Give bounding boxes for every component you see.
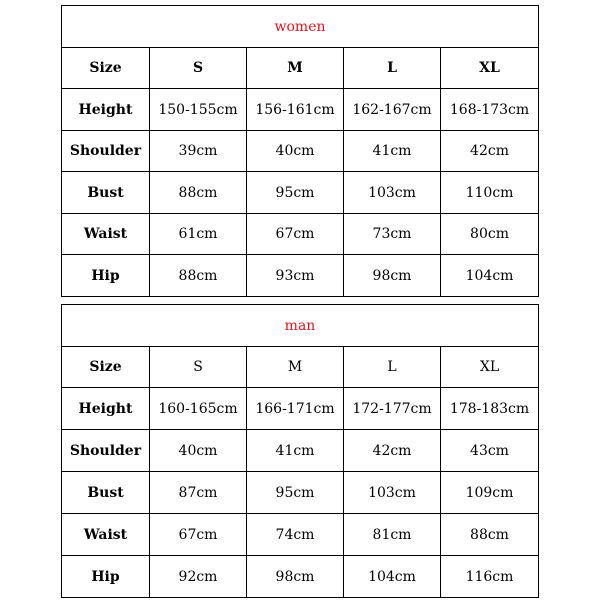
header-l: L	[344, 347, 441, 388]
table-cell: 110cm	[441, 172, 539, 214]
table-cell: 41cm	[344, 131, 441, 172]
table-cell: 160-165cm	[150, 388, 247, 430]
header-l: L	[344, 48, 441, 89]
table-cell: 88cm	[441, 514, 539, 556]
table-row	[62, 214, 539, 255]
table-row	[62, 131, 539, 172]
table-cell: 166-171cm	[247, 388, 344, 430]
table-header-row	[62, 347, 539, 388]
table-cell: 103cm	[344, 172, 441, 214]
table-cell: 92cm	[150, 556, 247, 598]
table-cell: 156-161cm	[247, 89, 344, 131]
header-size: Size	[62, 48, 150, 89]
table-cell: 104cm	[344, 556, 441, 598]
table-row	[62, 172, 539, 214]
table-cell: 172-177cm	[344, 388, 441, 430]
table-cell: 93cm	[247, 255, 344, 297]
header-size: Size	[62, 347, 150, 388]
man-size-table	[61, 304, 539, 598]
table-cell: 104cm	[441, 255, 539, 297]
table-row	[62, 472, 539, 514]
table-cell: 109cm	[441, 472, 539, 514]
table-cell: 40cm	[150, 430, 247, 472]
table-row	[62, 89, 539, 131]
women-size-table	[61, 5, 539, 297]
row-label-waist: Waist	[62, 214, 150, 255]
table-cell: 67cm	[150, 514, 247, 556]
table-row	[62, 556, 539, 598]
table-cell: 61cm	[150, 214, 247, 255]
header-m: M	[247, 48, 344, 89]
table-cell: 43cm	[441, 430, 539, 472]
table-cell: 162-167cm	[344, 89, 441, 131]
table-cell: 41cm	[247, 430, 344, 472]
header-s: S	[150, 347, 247, 388]
table-cell: 42cm	[441, 131, 539, 172]
row-label-height: Height	[62, 89, 150, 131]
header-xl: XL	[441, 48, 539, 89]
table-title-row	[62, 305, 539, 347]
table-cell: 98cm	[344, 255, 441, 297]
row-label-bust: Bust	[62, 172, 150, 214]
table-cell: 95cm	[247, 472, 344, 514]
row-label-hip: Hip	[62, 556, 150, 598]
table-row	[62, 430, 539, 472]
row-label-hip: Hip	[62, 255, 150, 297]
table-cell: 88cm	[150, 255, 247, 297]
table-cell: 80cm	[441, 214, 539, 255]
table-title-row	[62, 6, 539, 48]
man-table-title: man	[62, 305, 539, 347]
row-label-bust: Bust	[62, 472, 150, 514]
table-cell: 87cm	[150, 472, 247, 514]
header-s: S	[150, 48, 247, 89]
table-row	[62, 514, 539, 556]
table-cell: 40cm	[247, 131, 344, 172]
table-cell: 168-173cm	[441, 89, 539, 131]
row-label-height: Height	[62, 388, 150, 430]
header-m: M	[247, 347, 344, 388]
table-cell: 116cm	[441, 556, 539, 598]
row-label-shoulder: Shoulder	[62, 131, 150, 172]
table-header-row	[62, 48, 539, 89]
table-cell: 42cm	[344, 430, 441, 472]
row-label-waist: Waist	[62, 514, 150, 556]
table-cell: 88cm	[150, 172, 247, 214]
table-cell: 98cm	[247, 556, 344, 598]
women-table-title: women	[62, 6, 539, 48]
table-cell: 74cm	[247, 514, 344, 556]
table-cell: 150-155cm	[150, 89, 247, 131]
table-cell: 39cm	[150, 131, 247, 172]
table-cell: 178-183cm	[441, 388, 539, 430]
table-row	[62, 388, 539, 430]
table-cell: 103cm	[344, 472, 441, 514]
table-cell: 67cm	[247, 214, 344, 255]
table-cell: 95cm	[247, 172, 344, 214]
row-label-shoulder: Shoulder	[62, 430, 150, 472]
table-row	[62, 255, 539, 297]
table-cell: 73cm	[344, 214, 441, 255]
table-cell: 81cm	[344, 514, 441, 556]
header-xl: XL	[441, 347, 539, 388]
